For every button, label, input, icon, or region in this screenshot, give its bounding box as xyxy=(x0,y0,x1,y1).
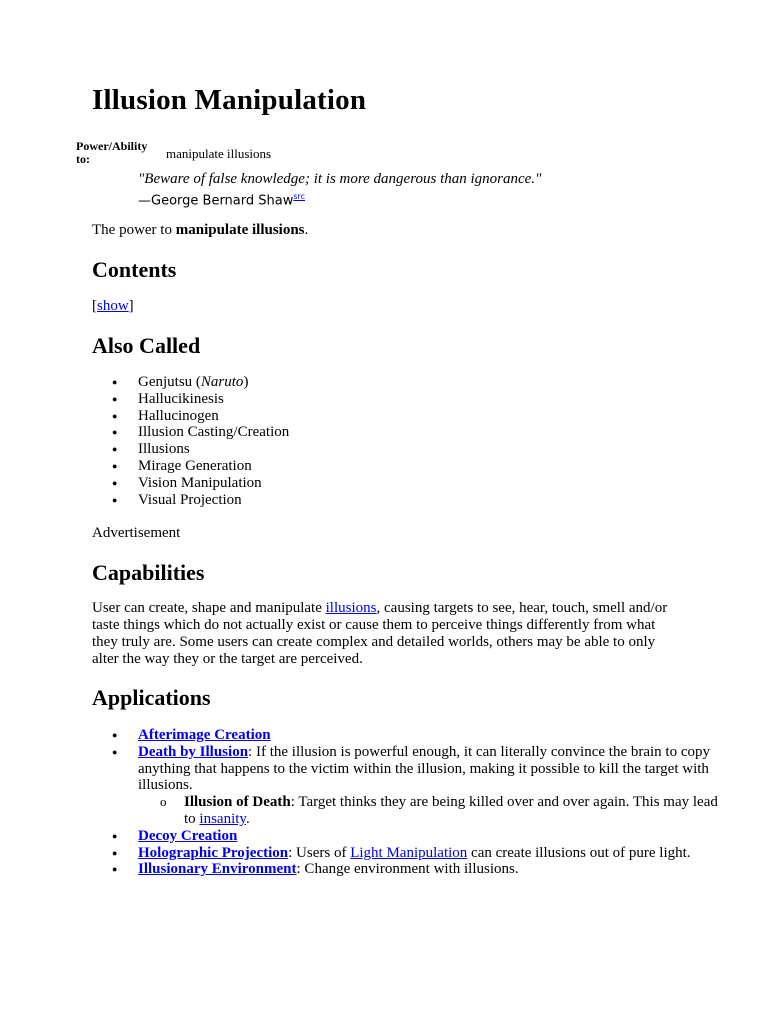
list-item: ● Mirage Generation xyxy=(92,458,718,475)
list-item xyxy=(92,861,718,878)
intro-bold: manipulate illusions xyxy=(175,222,305,238)
death-by-illusion-text: : If the illusion is powerful enough, it can literally convince the brain to copy anything that happens to the victim within the illusion, making it possible to kill the target with illusions. xyxy=(138,743,711,794)
death-by-illusion-link[interactable]: Death by Illusion xyxy=(138,743,249,760)
also-called-heading: Also Called xyxy=(92,333,201,358)
list-item xyxy=(92,727,718,744)
list-item: ● Vision Manipulation xyxy=(92,475,718,492)
list-item-italic: Naruto xyxy=(200,374,244,390)
list-item: ● Hallucinogen xyxy=(92,408,718,425)
illusionary-environment-link[interactable]: Illusionary Environment xyxy=(138,861,297,878)
capabilities-heading: Capabilities xyxy=(92,560,205,585)
intro-paragraph xyxy=(92,222,308,239)
illusionary-environment-text: : Change environment with illusions. xyxy=(296,861,519,878)
afterimage-creation-link[interactable]: Afterimage Creation xyxy=(138,727,271,743)
quote-attribution: —George Bernard Shaw xyxy=(138,193,294,209)
decoy-creation-link[interactable]: Decoy Creation xyxy=(138,827,238,844)
sub-list-item xyxy=(138,794,718,828)
contents-heading: Contents xyxy=(92,257,177,282)
quote-attribution-line xyxy=(138,188,541,209)
capabilities-paragraph xyxy=(92,600,677,668)
toc-show-link[interactable]: show xyxy=(97,298,129,314)
sub-list xyxy=(138,794,718,828)
applications-list xyxy=(92,727,718,878)
list-item xyxy=(92,744,718,828)
list-item: ● Visual Projection xyxy=(92,492,718,509)
capabilities-text-before: User can create, shape and manipulate xyxy=(92,600,326,616)
illusion-of-death-end: . xyxy=(245,810,250,827)
insanity-link[interactable]: insanity xyxy=(199,810,246,827)
quote-source-link[interactable]: src xyxy=(293,192,306,201)
list-item-text: Genjutsu ( xyxy=(138,374,201,390)
list-item xyxy=(92,828,718,845)
list-item: ● Illusion Casting/Creation xyxy=(92,424,718,441)
applications-heading: Applications xyxy=(92,685,211,710)
list-item: ● Illusions xyxy=(92,441,718,458)
holographic-projection-link[interactable]: Holographic Projection xyxy=(138,844,289,861)
toc-bracket-close: ] xyxy=(128,298,134,314)
list-item xyxy=(92,845,718,862)
power-ability-label: Power/Ability to: xyxy=(76,139,148,166)
advertisement-label: Advertisement xyxy=(92,525,181,541)
list-item-close: ) xyxy=(243,374,249,390)
quote-text: "Beware of false knowledge; it is more dangerous than ignorance." xyxy=(138,171,542,187)
illusions-link[interactable]: illusions xyxy=(325,600,377,616)
holographic-text-after: can create illusions out of pure light. xyxy=(467,844,691,861)
illusion-of-death-text: : Target thinks they are being killed over and over again. This may lead to xyxy=(184,794,718,827)
page-title: Illusion Manipulation xyxy=(92,84,367,116)
quote-block xyxy=(138,171,541,209)
list-item xyxy=(92,374,718,391)
illusion-of-death-label: Illusion of Death xyxy=(184,794,291,811)
capabilities-text-after: , causing targets to see, hear, touch, smell and/or taste things which do not actually exist or cause them to perceive things differently from what they truly are. Some users can create complex and detailed worlds, others may be able to only alter the way they or the target are perceived. xyxy=(92,600,668,667)
list-item: ● Hallucikinesis xyxy=(92,391,718,408)
toc-bracket-open: [ xyxy=(92,298,97,314)
also-called-list xyxy=(92,374,718,508)
holographic-text-before: : Users of xyxy=(288,844,351,861)
toc-toggle xyxy=(92,298,134,315)
power-ability-value: manipulate illusions xyxy=(166,146,272,161)
light-manipulation-link[interactable]: Light Manipulation xyxy=(350,844,468,861)
intro-prefix: The power to xyxy=(92,222,176,238)
intro-suffix: . xyxy=(304,222,309,238)
